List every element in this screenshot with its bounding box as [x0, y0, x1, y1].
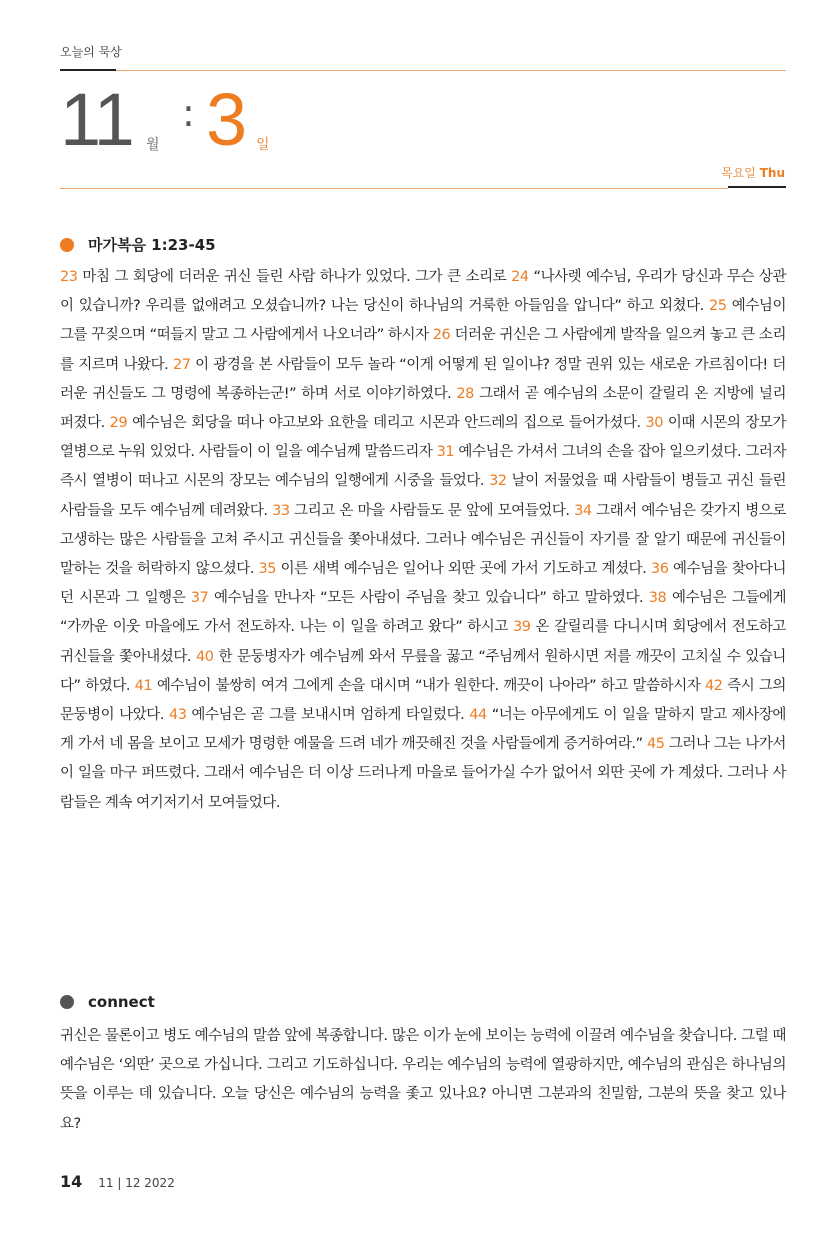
verse-text: 예수님은 회당을 떠나 야고보와 요한을 데리고 시몬과 안드레의 집으로 들어가셨다.	[127, 415, 646, 432]
verse-text: 날이 저물었을 때 사람들이 병들고 귀신 들린 사람들을 모두 예수님께 데려왔다.	[60, 473, 786, 519]
passage-reference: 마가복음 1:23-45	[88, 236, 216, 254]
day-number: 3	[206, 78, 248, 161]
verse-number: 27	[172, 356, 191, 373]
day-unit: 일	[256, 137, 270, 153]
verse-text: 이때 시몬의 장모가 열병으로 누워 있었다. 사람들이 이 일을 예수님께 말씀드리자	[60, 415, 786, 461]
verse-text: “나사렛 예수님, 우리가 당신과 무슨 상관이 있습니까? 우리를 없애려고 오셨습니까? 나는 당신이 하나님의 거룩한 아들임을 압니다” 하고 외쳤다.	[60, 269, 786, 315]
verse-number: 43	[168, 707, 187, 724]
page-footer	[60, 1172, 175, 1191]
header-underline	[60, 69, 116, 71]
verse-number: 31	[436, 444, 455, 461]
verse-text: 예수님이 불쌍히 여겨 그에게 손을 대시며 “내가 원한다. 깨끗이 나아라” 하고 말씀하시자	[152, 677, 705, 694]
page-number: 14	[60, 1172, 83, 1191]
month-unit: 월	[146, 137, 160, 153]
verse-number: 40	[195, 648, 214, 665]
section-label: 오늘의 묵상	[60, 45, 122, 59]
verse-number: 38	[648, 590, 667, 607]
verse-number: 36	[650, 561, 669, 578]
passage-text	[60, 263, 786, 818]
verse-number: 30	[645, 415, 664, 432]
verse-number: 26	[432, 327, 451, 344]
verse-number: 29	[109, 415, 128, 432]
verse-text: 예수님이 그를 꾸짖으며 “떠들지 말고 그 사람에게서 나오너라” 하시자	[60, 298, 786, 344]
weekday-korean: 목요일	[721, 166, 756, 180]
verse-text: 예수님은 곧 그를 보내시며 엄하게 타일렀다.	[186, 707, 470, 724]
verse-text: 이른 새벽 예수님은 일어나 외딴 곳에 가서 기도하고 계셨다.	[276, 561, 651, 578]
verse-text: 그래서 곧 예수님의 소문이 갈릴리 온 지방에 널리 퍼졌다.	[60, 385, 786, 432]
verse-text: 그리고 온 마을 사람들도 문 앞에 모여들었다.	[289, 502, 575, 519]
verse-number: 33	[272, 502, 290, 519]
passage-heading	[60, 234, 216, 255]
weekday	[721, 164, 785, 181]
verse-text: 예수님은 그들에게 “가까운 이웃 마을에도 가서 전도하자. 나는 이 일을 하려고 왔다” 하시고	[60, 590, 787, 636]
issue-date: 11 | 12 2022	[98, 1176, 175, 1190]
verse-number: 44	[469, 707, 487, 724]
verse-number: 37	[190, 590, 209, 607]
verse-text: “너는 아무에게도 이 일을 말하지 말고 제사장에게 가서 네 몸을 보이고 모세가 명령한 예물을 드려 네가 깨끗해진 것을 사람들에게 증거하여라.”	[60, 707, 786, 753]
verse-number: 32	[489, 473, 507, 490]
verse-number: 41	[134, 677, 153, 694]
bullet-dot-icon	[60, 238, 74, 252]
bullet-dot-icon	[60, 995, 74, 1009]
verse-number: 28	[456, 385, 474, 402]
weekday-underline	[728, 186, 786, 188]
verse-number: 24	[511, 269, 529, 285]
verse-text: 온 갈릴리를 다니시며 회당에서 전도하고 귀신들을 쫓아내셨다.	[60, 619, 786, 665]
verse-text: 마침 그 회당에 더러운 귀신 들린 사람 하나가 있었다. 그가 큰 소리로	[77, 269, 512, 285]
connect-text: 귀신은 물론이고 병도 예수님의 말씀 앞에 복종합니다. 많은 이가 눈에 보이는 능력에 이끌려 예수님을 찾습니다. 그럴 때 예수님은 ‘외딴’ 곳으로 가십니다. 그리고 기도하십니다. 우리는 예수님의 능력에 열광하지만, 예수님의 관심은 하나님의 뜻을 이루는 데 있습니다. 오늘 당신은 예수님의 능력을 좇고 있나요? 아니면 그분과의 친밀함, 그분의 뜻을 찾고 있나요?	[60, 1028, 786, 1132]
verse-text: 예수님을 만나자 “모든 사람이 주님을 찾고 있습니다” 하고 말하였다.	[208, 590, 649, 607]
verse-number: 39	[512, 619, 531, 636]
verse-text: 이 광경을 본 사람들이 모두 놀라 “이게 어떻게 된 일이냐? 정말 권위 있는 새로운 가르침이다! 더러운 귀신들도 그 명령에 복종하는군!” 하며 서로 이야기하였다.	[60, 356, 786, 402]
verse-text: 한 문둥병자가 예수님께 와서 무릎을 꿇고 “주님께서 원하시면 저를 깨끗이 고치실 수 있습니다” 하였다.	[60, 648, 786, 694]
verse-number: 23	[60, 269, 78, 285]
verse-text: 더러운 귀신은 그 사람에게 발작을 일으켜 놓고 큰 소리를 지르며 나왔다.	[60, 327, 787, 373]
verse-number: 34	[574, 502, 592, 519]
verse-text: 예수님은 가셔서 그녀의 손을 잡아 일으키셨다. 그러자 즉시 열병이 떠나고 시몬의 장모는 예수님의 일행에게 시중을 들었다.	[60, 444, 786, 490]
verse-text: 그러나 그는 나가서 이 일을 마구 퍼뜨렸다. 그래서 예수님은 더 이상 드러나게 마을로 들어가실 수가 없어서 외딴 곳에 가 계셨다. 그러나 사람들은 계속 여기저기서 모여들었다.	[60, 736, 786, 811]
header-divider	[116, 70, 786, 71]
verse-number: 35	[258, 561, 277, 578]
verse-text: 예수님을 찾아다니던 시몬과 그 일행은	[60, 561, 786, 607]
verse-number: 42	[704, 677, 723, 694]
verse-number: 25	[709, 298, 727, 315]
verse-text: 그래서 예수님은 갖가지 병으로 고생하는 많은 사람들을 고쳐 주시고 귀신들을 쫓아내셨다. 그러나 예수님은 귀신들이 자기를 잘 알기 때문에 귀신들이 말하는 것을 허락하지 않으셨다.	[60, 502, 786, 578]
month-number: 11	[60, 78, 133, 161]
verse-number: 45	[646, 736, 665, 753]
verse-text: 즉시 그의 문둥병이 나았다.	[60, 677, 786, 724]
connect-heading	[60, 993, 155, 1011]
date-separator: :	[182, 91, 195, 135]
weekday-english: Thu	[759, 166, 785, 180]
weekday-divider	[60, 188, 728, 189]
connect-title: connect	[88, 993, 155, 1011]
